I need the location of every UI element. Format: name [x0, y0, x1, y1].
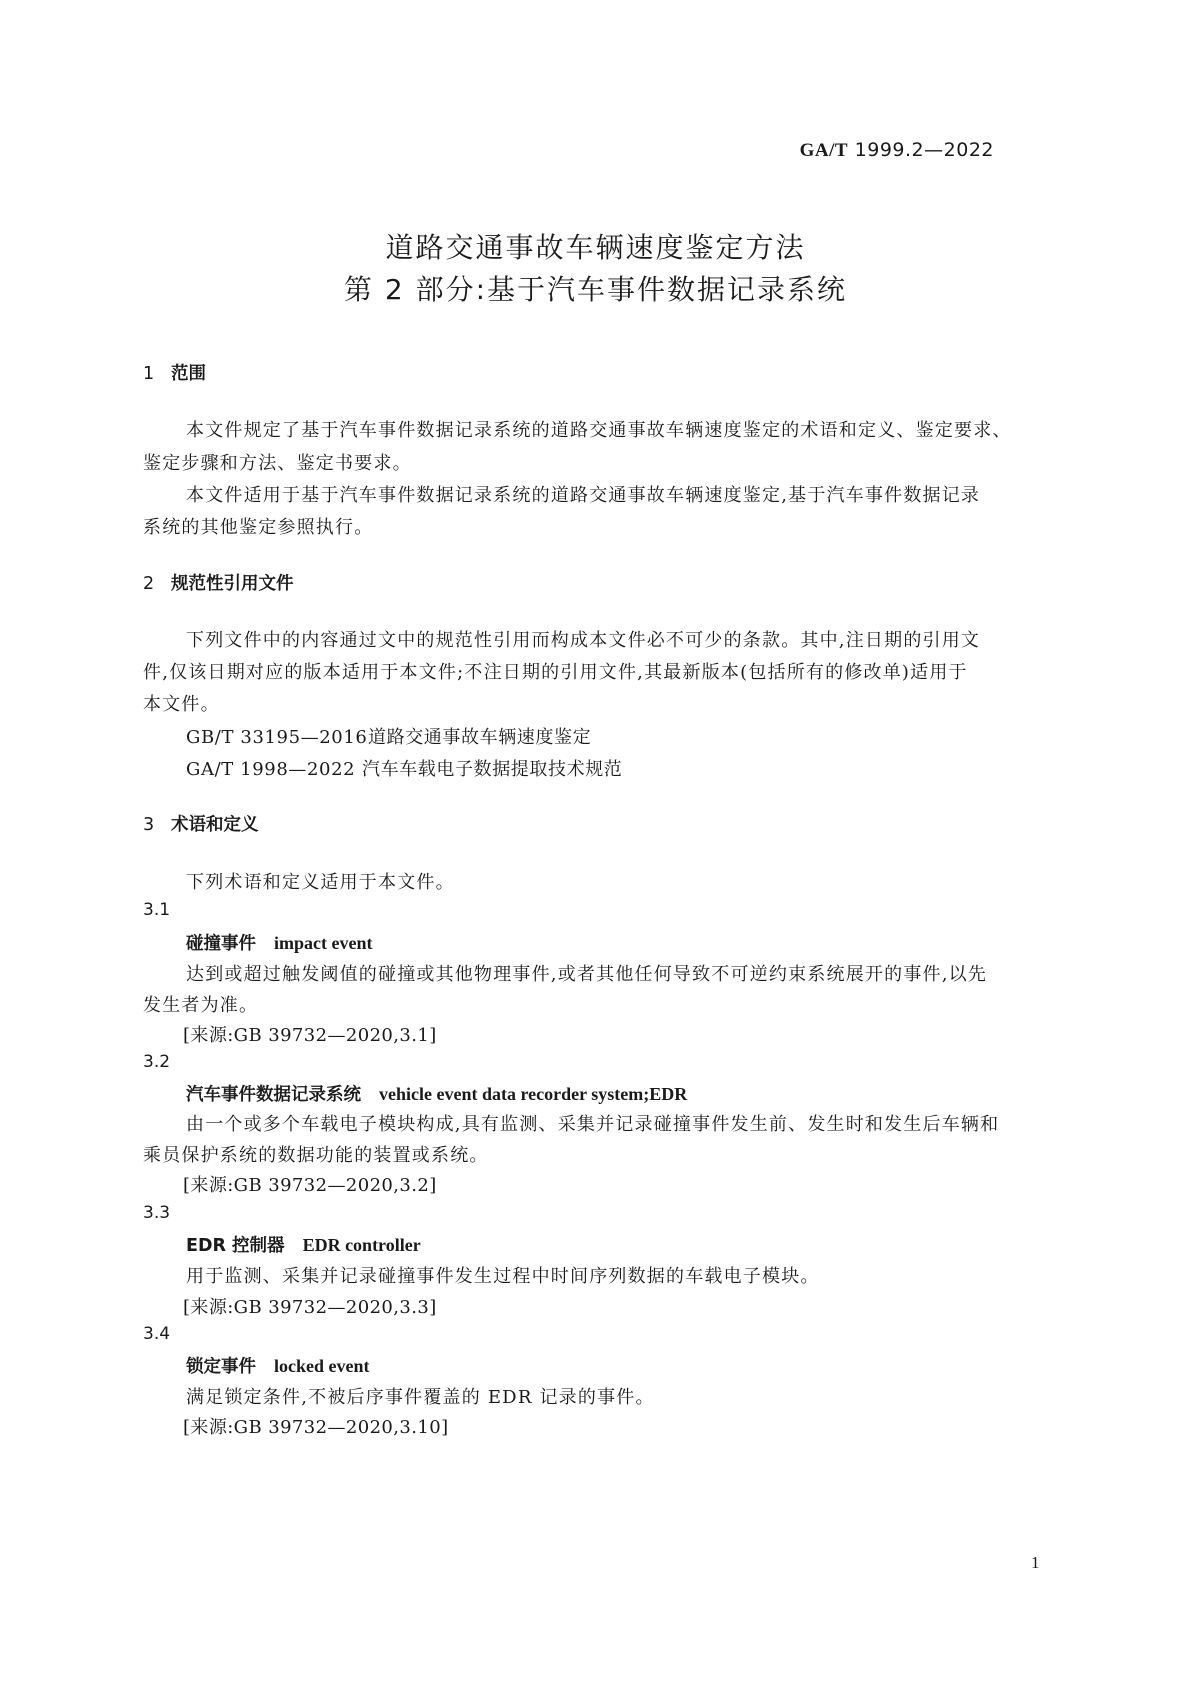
reference-doc-number: GB/T 33195—2016: [186, 727, 368, 748]
term-number: 3.2: [143, 1052, 171, 1072]
term-heading: [186, 1081, 687, 1106]
section-heading-terms-definitions: [143, 811, 259, 836]
term-en: impact event: [274, 933, 373, 953]
definition-line: 发生者为准。: [143, 995, 259, 1016]
term-source: [来源:GB 39732—2020,3.2]: [183, 1175, 437, 1196]
term-number: 3.4: [143, 1324, 171, 1344]
paragraph-line: 系统的其他鉴定参照执行。: [143, 517, 374, 538]
standard-prefix: GA/T: [799, 140, 849, 161]
standard-number: 1999.2—2022: [854, 139, 994, 161]
paragraph-line: 本文件适用于基于汽车事件数据记录系统的道路交通事故车辆速度鉴定,基于汽车事件数据记录: [186, 485, 981, 506]
paragraph-line: 本文件。: [143, 694, 220, 715]
term-source: [来源:GB 39732—2020,3.1]: [183, 1025, 437, 1046]
term-source: [来源:GB 39732—2020,3.3]: [183, 1297, 437, 1318]
paragraph-line: 下列术语和定义适用于本文件。: [186, 872, 455, 893]
term-number: 3.1: [143, 900, 171, 920]
document-title-line1: 道路交通事故车辆速度鉴定方法: [385, 231, 806, 264]
paragraph-line: 下列文件中的内容通过文中的规范性引用而构成本文件必不可少的条款。其中,注日期的引用文: [186, 630, 981, 651]
reference-doc-title: 汽车车载电子数据提取技术规范: [362, 759, 623, 780]
section-heading-normative-references: [143, 570, 294, 595]
term-zh: 锁定事件: [186, 1357, 256, 1377]
definition-line: 乘员保护系统的数据功能的装置或系统。: [143, 1145, 489, 1166]
term-heading: [186, 930, 372, 955]
definition-line: 由一个或多个车载电子模块构成,具有监测、采集并记录碰撞事件发生前、发生时和发生后车辆和: [186, 1114, 1000, 1135]
paragraph-line: 鉴定步骤和方法、鉴定书要求。: [143, 453, 412, 474]
term-en: locked event: [274, 1356, 370, 1376]
definition-line: 达到或超过触发阈值的碰撞或其他物理事件,或者其他任何导致不可逆约束系统展开的事件,以先: [186, 964, 988, 985]
term-zh: 碰撞事件: [186, 934, 256, 954]
section-number: 1: [143, 364, 155, 384]
definition-line: 用于监测、采集并记录碰撞事件发生过程中时间序列数据的车载电子模块。: [186, 1266, 820, 1287]
term-heading: [186, 1232, 421, 1257]
term-zh: 汽车事件数据记录系统: [186, 1085, 361, 1105]
reference-doc-title: 道路交通事故车辆速度鉴定: [368, 727, 592, 748]
reference-item: [186, 755, 622, 781]
reference-item: [186, 723, 591, 749]
term-zh: EDR 控制器: [186, 1236, 285, 1256]
section-number: 2: [143, 574, 155, 594]
section-title: 范围: [171, 364, 206, 384]
term-heading: [186, 1353, 369, 1378]
document-title-line2: 第 2 部分:基于汽车事件数据记录系统: [343, 273, 848, 306]
term-source: [来源:GB 39732—2020,3.10]: [183, 1417, 449, 1438]
paragraph-line: 本文件规定了基于汽车事件数据记录系统的道路交通事故车辆速度鉴定的术语和定义、鉴定要求、: [186, 420, 1012, 441]
definition-line: 满足锁定条件,不被后序事件覆盖的 EDR 记录的事件。: [186, 1387, 655, 1408]
reference-doc-number: GA/T 1998—2022: [186, 759, 356, 780]
section-title: 规范性引用文件: [171, 574, 294, 594]
section-title: 术语和定义: [171, 815, 259, 835]
section-number: 3: [143, 815, 155, 835]
term-en: vehicle event data recorder system;EDR: [379, 1084, 688, 1104]
term-en: EDR controller: [302, 1235, 421, 1255]
paragraph-line: 件,仅该日期对应的版本适用于本文件;不注日期的引用文件,其最新版本(包括所有的修改单)适用于: [143, 662, 968, 683]
page-number: 1: [1031, 1553, 1040, 1572]
section-heading-scope: [143, 360, 206, 385]
term-number: 3.3: [143, 1203, 171, 1223]
standard-identifier: [800, 139, 994, 162]
